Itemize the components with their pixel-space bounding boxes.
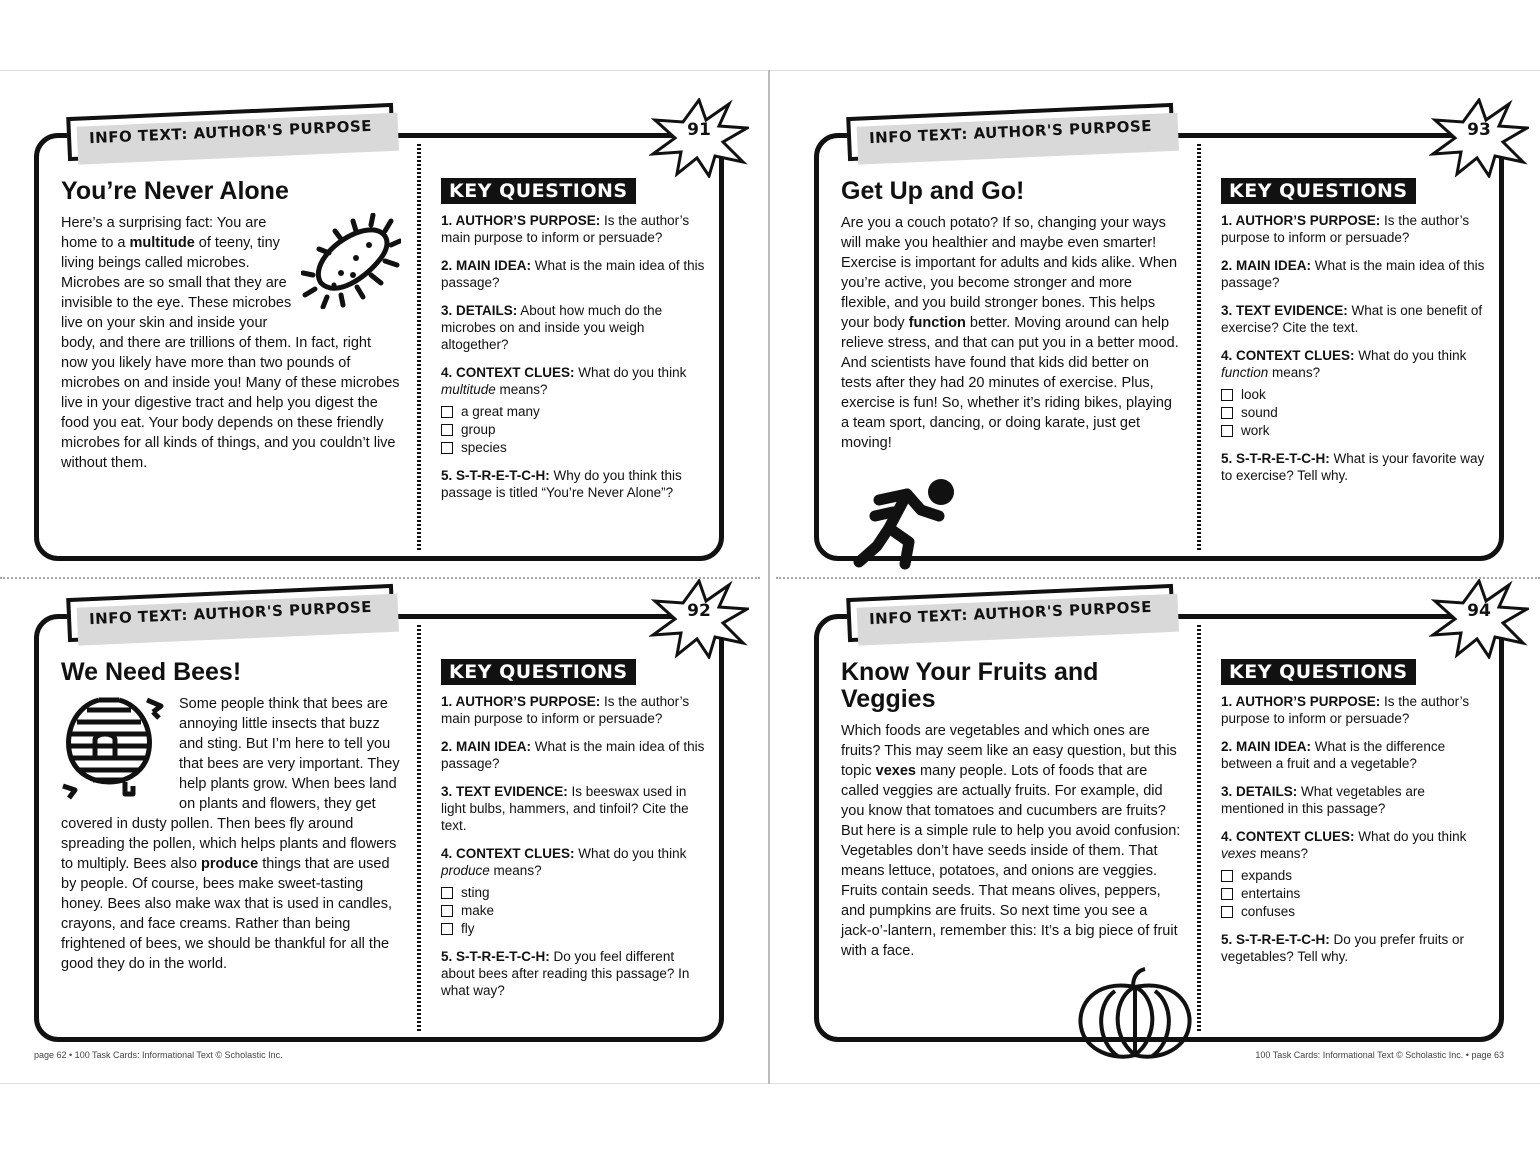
option-label: group	[461, 422, 496, 437]
task-card	[814, 116, 1504, 561]
question-word: multitude	[441, 382, 496, 397]
checkbox[interactable]	[1221, 425, 1233, 437]
card-number-badge	[1429, 98, 1529, 178]
checkbox[interactable]	[441, 424, 453, 436]
answer-options	[441, 884, 709, 938]
question-word: produce	[441, 863, 490, 878]
card-number: 94	[1467, 601, 1491, 621]
passage-text: Which foods are vegetables and which ones are fruits? This may seem like an easy question, but this topic vexes many people. Lots of foods that are called veggies are actually fruits. For example, did you know that tomatoes and cucumbers are fruits? But here is a simple rule to help you avoid confusion: Vegetables don’t have seeds inside of them. That means lettuce, potatoes, and onions are veggies. Fruits contain seeds. That means olives, peppers, and pumpkins are fruits. So next time you see a jack-o’-lantern, remember this: It’s a big piece of fruit with a face.	[841, 723, 1181, 959]
passage	[841, 659, 1181, 961]
checkbox[interactable]	[1221, 906, 1233, 918]
question: 5. S-T-R-E-T-C-H: Why do you think this passage is titled “You’re Never Alone”?	[441, 468, 682, 500]
question-label: 5. S-T-R-E-T-C-H:	[1221, 451, 1330, 466]
answer-option[interactable]	[441, 920, 709, 938]
question: 3. DETAILS: About how much do the microbes on and inside you weigh altogether?	[441, 303, 663, 352]
answer-option[interactable]	[441, 403, 709, 421]
answer-options	[1221, 386, 1489, 440]
vocab-word: produce	[200, 856, 259, 872]
checkbox[interactable]	[441, 887, 453, 899]
question-label: 3. DETAILS:	[441, 303, 518, 318]
task-card	[34, 597, 724, 1042]
question: 2. MAIN IDEA: What is the main idea of this passage?	[441, 739, 705, 771]
question: 2. MAIN IDEA: What is the main idea of this passage?	[1221, 258, 1485, 290]
column-divider	[417, 144, 421, 552]
vocab-word: function	[908, 315, 966, 331]
question: 2. MAIN IDEA: What is the difference between a fruit and a vegetable?	[1221, 739, 1446, 771]
question: 1. AUTHOR’S PURPOSE: Is the author’s purpose to inform or persuade?	[1221, 213, 1470, 245]
checkbox[interactable]	[441, 442, 453, 454]
option-label: look	[1241, 387, 1266, 402]
card-number: 93	[1467, 120, 1491, 140]
task-card	[814, 597, 1504, 1042]
answer-option[interactable]	[1221, 903, 1489, 921]
question-label: 4. CONTEXT CLUES:	[441, 365, 575, 380]
question-label: 3. TEXT EVIDENCE:	[1221, 303, 1348, 318]
question: 5. S-T-R-E-T-C-H: Do you feel different about bees after reading this passage? In what way?	[441, 949, 690, 998]
key-questions-heading: KEY QUESTIONS	[441, 178, 636, 204]
question-label: 2. MAIN IDEA:	[1221, 258, 1312, 273]
key-questions-heading: KEY QUESTIONS	[1221, 659, 1416, 685]
answer-option[interactable]	[1221, 867, 1489, 885]
question: 5. S-T-R-E-T-C-H: Do you prefer fruits or vegetables? Tell why.	[1221, 932, 1465, 964]
checkbox[interactable]	[1221, 407, 1233, 419]
question: 4. CONTEXT CLUES: What do you think function means?	[1221, 348, 1467, 380]
option-label: sting	[461, 885, 490, 900]
vocab-word: vexes	[875, 763, 916, 779]
question-word: vexes	[1221, 846, 1257, 861]
checkbox[interactable]	[1221, 888, 1233, 900]
question: 3. TEXT EVIDENCE: Is beeswax used in light bulbs, hammers, and tinfoil? Cite the text.	[441, 784, 689, 833]
option-label: fly	[461, 921, 475, 936]
question: 2. MAIN IDEA: What is the main idea of this passage?	[441, 258, 705, 290]
card-number: 92	[687, 601, 711, 621]
option-label: work	[1241, 423, 1270, 438]
question: 4. CONTEXT CLUES: What do you think vexes means?	[1221, 829, 1467, 861]
question-label: 1. AUTHOR’S PURPOSE:	[441, 694, 601, 709]
option-label: a great many	[461, 404, 540, 419]
runner-icon	[849, 476, 957, 576]
option-label: species	[461, 440, 507, 455]
answer-option[interactable]	[441, 902, 709, 920]
page-gutter	[768, 70, 770, 1084]
checkbox[interactable]	[441, 905, 453, 917]
question: 4. CONTEXT CLUES: What do you think multitude means?	[441, 365, 687, 397]
answer-option[interactable]	[1221, 386, 1489, 404]
passage	[61, 659, 401, 974]
card-number-badge	[1429, 579, 1529, 659]
question: 1. AUTHOR’S PURPOSE: Is the author’s main purpose to inform or persuade?	[441, 213, 690, 245]
column-divider	[1197, 625, 1201, 1033]
option-label: make	[461, 903, 495, 918]
question-label: 3. TEXT EVIDENCE:	[441, 784, 568, 799]
answer-option[interactable]	[441, 439, 709, 457]
passage-text: Are you a couch potato? If so, changing your ways will make you healthier and maybe even smarter! Exercise is important for adults and kids alike. When you’re active, you become stronger and more flexible, and you build stronger bones. This helps your body function better. Moving around can help relieve stress, and that can put you in a better mood. And scientists have found that kids did better on tests after they had 20 minutes of exercise. Plus, exercise is fun! So, whether it’s riding bikes, playing a team sport, dancing, or doing karate, just get moving!	[841, 215, 1179, 451]
question: 1. AUTHOR’S PURPOSE: Is the author’s purpose to inform or persuade?	[1221, 694, 1470, 726]
question-label: 5. S-T-R-E-T-C-H:	[441, 949, 550, 964]
key-questions	[1221, 659, 1489, 976]
passage-text: Here’s a surprising fact: You are home to a multitude of teeny, tiny living beings called microbes. Microbes are so small that they are invisible to the eye. These microbes live on your skin and inside your body, and there are trillions of them. In fact, right now you likely have more than two pounds of microbes on and inside you! Many of these microbes live in your digestive tract and help you digest the food you eat. Your body depends on these friendly microbes for all kinds of things, and you couldn’t live without them.	[61, 215, 400, 471]
answer-option[interactable]	[441, 884, 709, 902]
column-divider	[1197, 144, 1201, 552]
question: 3. TEXT EVIDENCE: What is one benefit of exercise? Cite the text.	[1221, 303, 1483, 335]
passage-text: Some people think that bees are annoying little insects that buzz and sting. But I’m here to tell you that bees are very important. They help plants grow. When bees land on plants and flowers, they get covered in dusty pollen. Then bees fly around spreading the pollen, which helps plants and flowers to multiply. Bees also produce things that are used by people. Of course, bees make sweet-tasting honey. Bees also make wax that is used in candles, crayons, and face creams. Rather than being frightened of bees, we should be thankful for all the good they do in the world.	[61, 696, 400, 972]
pumpkin-icon	[1075, 965, 1195, 1067]
cut-line-right	[776, 577, 1540, 579]
key-questions-heading: KEY QUESTIONS	[1221, 178, 1416, 204]
task-card	[34, 116, 724, 561]
answer-option[interactable]	[441, 421, 709, 439]
key-questions	[441, 659, 709, 1010]
question-word: function	[1221, 365, 1269, 380]
question: 4. CONTEXT CLUES: What do you think produce means?	[441, 846, 687, 878]
passage	[61, 178, 401, 473]
question-label: 4. CONTEXT CLUES:	[441, 846, 575, 861]
question-label: 1. AUTHOR’S PURPOSE:	[1221, 213, 1381, 228]
cut-line-left	[0, 577, 760, 579]
option-label: expands	[1241, 868, 1293, 883]
answer-option[interactable]	[1221, 885, 1489, 903]
question-label: 4. CONTEXT CLUES:	[1221, 829, 1355, 844]
answer-option[interactable]	[1221, 404, 1489, 422]
checkbox[interactable]	[441, 406, 453, 418]
passage-title: You’re Never Alone	[61, 177, 289, 205]
passage	[841, 178, 1181, 453]
card-number: 91	[687, 120, 711, 140]
question: 5. S-T-R-E-T-C-H: What is your favorite way to exercise? Tell why.	[1221, 451, 1485, 483]
card-number-badge	[649, 98, 749, 178]
option-label: confuses	[1241, 904, 1296, 919]
key-questions-heading: KEY QUESTIONS	[441, 659, 636, 685]
question: 3. DETAILS: What vegetables are mentioned in this passage?	[1221, 784, 1425, 816]
passage-title: Get Up and Go!	[841, 177, 1025, 205]
answer-options	[441, 403, 709, 457]
category-tag: INFO TEXT: AUTHOR'S PURPOSE	[846, 584, 1175, 642]
footer-left: page 62 • 100 Task Cards: Informational Text © Scholastic Inc.	[34, 1050, 283, 1060]
question-label: 1. AUTHOR’S PURPOSE:	[1221, 694, 1381, 709]
passage-title: Know Your Fruits and Veggies	[841, 658, 1099, 713]
key-questions	[441, 178, 709, 512]
microbe-icon	[301, 213, 401, 315]
card-number-badge	[649, 579, 749, 659]
category-tag: INFO TEXT: AUTHOR'S PURPOSE	[66, 103, 395, 161]
question-label: 5. S-T-R-E-T-C-H:	[1221, 932, 1330, 947]
question-label: 3. DETAILS:	[1221, 784, 1298, 799]
category-tag: INFO TEXT: AUTHOR'S PURPOSE	[66, 584, 395, 642]
passage-title: We Need Bees!	[61, 658, 242, 686]
question-label: 2. MAIN IDEA:	[441, 258, 532, 273]
question: 1. AUTHOR’S PURPOSE: Is the author’s main purpose to inform or persuade?	[441, 694, 690, 726]
category-tag: INFO TEXT: AUTHOR'S PURPOSE	[846, 103, 1175, 161]
question-label: 1. AUTHOR’S PURPOSE:	[441, 213, 601, 228]
checkbox[interactable]	[1221, 389, 1233, 401]
checkbox[interactable]	[441, 923, 453, 935]
question-label: 2. MAIN IDEA:	[441, 739, 532, 754]
key-questions	[1221, 178, 1489, 495]
question-label: 4. CONTEXT CLUES:	[1221, 348, 1355, 363]
checkbox[interactable]	[1221, 870, 1233, 882]
answer-option[interactable]	[1221, 422, 1489, 440]
column-divider	[417, 625, 421, 1033]
footer-right: 100 Task Cards: Informational Text © Scholastic Inc. • page 63	[1255, 1050, 1504, 1060]
question-label: 2. MAIN IDEA:	[1221, 739, 1312, 754]
answer-options	[1221, 867, 1489, 921]
beehive-icon	[61, 694, 169, 808]
option-label: entertains	[1241, 886, 1301, 901]
question-label: 5. S-T-R-E-T-C-H:	[441, 468, 550, 483]
vocab-word: multitude	[129, 235, 195, 251]
option-label: sound	[1241, 405, 1278, 420]
